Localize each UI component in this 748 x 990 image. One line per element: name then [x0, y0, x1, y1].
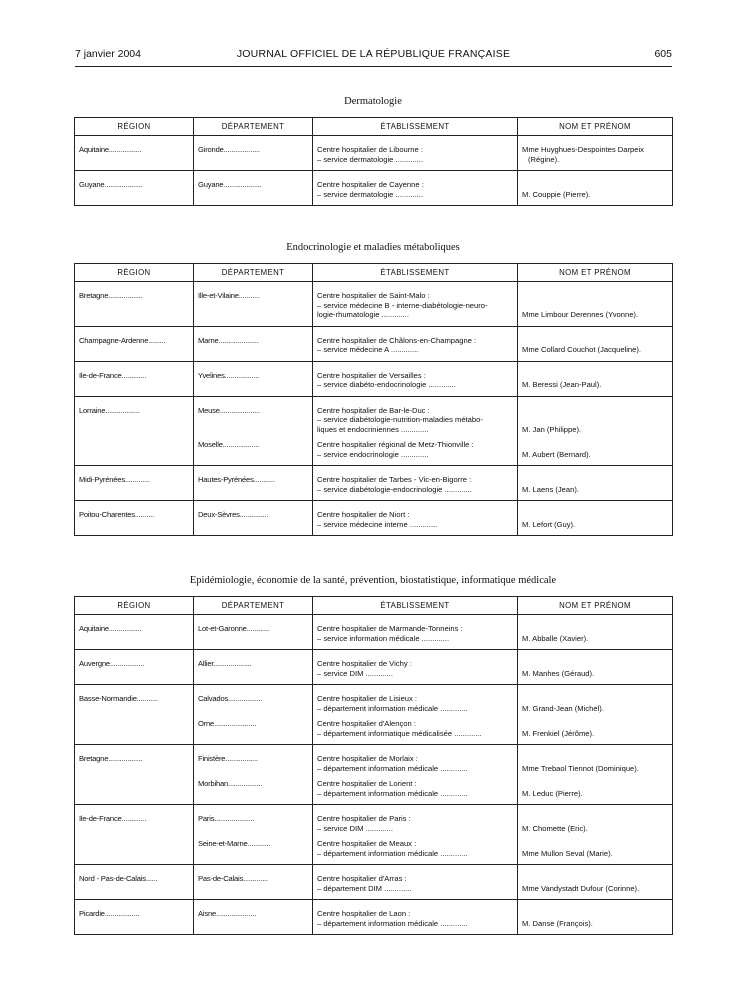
service-name: – service diabétologie-endocrinologie .............: [317, 484, 472, 494]
person-name-block: [522, 634, 588, 644]
person-name: M. Chomette (Eric).: [522, 823, 588, 833]
entry-department: [198, 659, 308, 678]
name-cell: [518, 171, 673, 206]
entry-person: [522, 909, 668, 928]
entry-establishment: [317, 694, 513, 719]
establishment-cell: [313, 326, 518, 361]
establishment-name: Centre hospitalier de Paris :: [317, 814, 411, 823]
department-cell: [194, 136, 313, 171]
entry-department: [198, 475, 308, 494]
name-cell: [518, 326, 673, 361]
region-name: Poitou-Charentes..........: [79, 510, 154, 519]
service-name: – département information médicale .............: [317, 703, 468, 713]
table-row: [75, 361, 673, 396]
entry-person: [522, 719, 668, 738]
department-cell: [194, 805, 313, 865]
entry-department: [198, 839, 308, 858]
establishment-name: Centre hospitalier de Châlons-en-Champagne :: [317, 335, 477, 345]
entry-department: [198, 624, 308, 643]
person-name-block: [522, 190, 590, 200]
entry-department: [198, 694, 308, 719]
service-name: – département information médicale .............: [317, 918, 468, 928]
table-header-row: [75, 118, 673, 136]
entry-department: [198, 909, 308, 928]
department-name: Seine-et-Marne............: [198, 839, 271, 848]
department-name: Allier....................: [198, 659, 252, 668]
entry-person: [522, 839, 668, 858]
region-name: Aquitaine.................: [79, 145, 142, 154]
establishment-cell: [313, 466, 518, 501]
entry-establishment: [317, 440, 513, 459]
entry-establishment: [317, 510, 513, 529]
department-cell: [194, 171, 313, 206]
table-header-row: [75, 264, 673, 282]
region-cell: [75, 805, 194, 865]
establishment-cell: [313, 136, 518, 171]
table-row: [75, 501, 673, 536]
establishment-cell: [313, 805, 518, 865]
service-name: – département informatique médicalisée .............: [317, 728, 482, 738]
entry-person: [522, 371, 668, 390]
establishment-name: Centre hospitalier d'Arras :: [317, 874, 407, 883]
establishment-cell: [313, 396, 518, 466]
page-number: 605: [654, 48, 672, 60]
service-name: – département information médicale .............: [317, 848, 468, 858]
department-cell: [194, 615, 313, 650]
column-header: ÉTABLISSEMENT: [313, 264, 518, 282]
region-name: Lorraine..................: [79, 405, 140, 415]
service-name: – service dermatologie .............: [317, 154, 423, 164]
section-table: [74, 117, 673, 206]
entry-establishment: [317, 624, 513, 643]
table-row: [75, 326, 673, 361]
establishment-name: Centre hospitalier régional de Metz-Thionville :: [317, 440, 474, 449]
establishment-cell: [313, 501, 518, 536]
table-row: [75, 685, 673, 745]
region-cell: [75, 171, 194, 206]
department-name: Lot-et-Garonne............: [198, 624, 270, 633]
department-name: Orne......................: [198, 719, 257, 728]
service-name: – service diabétologie-nutrition-maladies métabo-: [317, 415, 483, 424]
department-name: Hautes-Pyrénées...........: [198, 475, 275, 484]
entry-person: [522, 406, 668, 441]
column-header: DÉPARTEMENT: [194, 264, 313, 282]
entry-department: [198, 814, 308, 839]
department-name: Yvelines..................: [198, 370, 260, 380]
region-cell: [75, 685, 194, 745]
region-name: Ile-de-France.............: [79, 814, 147, 823]
entry-establishment: [317, 336, 513, 355]
column-header: ÉTABLISSEMENT: [313, 597, 518, 615]
entry-person: [522, 624, 668, 643]
person-name-block: [522, 145, 644, 164]
person-name: M. Beressi (Jean-Paul).: [522, 380, 602, 389]
region-cell: [75, 650, 194, 685]
region-cell: [75, 326, 194, 361]
person-name-block: [522, 380, 601, 390]
person-name-block: [522, 425, 581, 435]
service-name: – département information médicale .............: [317, 763, 468, 773]
department-cell: [194, 900, 313, 935]
person-name: Mme Mullon Seval (Marie).: [522, 848, 613, 858]
name-cell: [518, 685, 673, 745]
department-cell: [194, 466, 313, 501]
establishment-name: Centre hospitalier de Versailles :: [317, 370, 426, 380]
entry-person: [522, 814, 668, 839]
region-cell: [75, 501, 194, 536]
table-row: [75, 900, 673, 935]
department-cell: [194, 685, 313, 745]
entry-establishment: [317, 814, 513, 839]
column-header: RÉGION: [75, 118, 194, 136]
table-row: [75, 615, 673, 650]
department-name: Calvados..................: [198, 694, 263, 703]
establishment-name: Centre hospitalier de Morlaix :: [317, 754, 418, 763]
department-cell: [194, 745, 313, 805]
entry-department: [198, 291, 308, 320]
entry-establishment: [317, 291, 513, 320]
service-name: – service DIM .............: [317, 668, 393, 678]
region-cell: [75, 361, 194, 396]
service-name: – service endocrinologie .............: [317, 449, 429, 459]
department-name: Paris.....................: [198, 814, 255, 823]
service-name: – service diabéto-endocrinologie .............: [317, 380, 456, 389]
establishment-cell: [313, 282, 518, 327]
department-name: Marne.....................: [198, 335, 259, 345]
establishment-name: Centre hospitalier de Saint-Malo :: [317, 291, 430, 300]
entry-department: [198, 510, 308, 529]
name-cell: [518, 805, 673, 865]
entry-establishment: [317, 874, 513, 893]
service-name: liques et endocriniennes .............: [317, 424, 429, 434]
entry-department: [198, 874, 308, 893]
entry-person: [522, 659, 668, 678]
entry-establishment: [317, 839, 513, 858]
department-name: Gironde...................: [198, 145, 260, 154]
region-cell: [75, 136, 194, 171]
region-name: Picardie..................: [79, 909, 140, 918]
column-header: RÉGION: [75, 597, 194, 615]
name-cell: [518, 282, 673, 327]
entry-department: [198, 440, 308, 459]
service-name: – service information médicale .............: [317, 633, 450, 643]
entry-department: [198, 145, 308, 164]
entry-person: [522, 874, 668, 893]
name-cell: [518, 615, 673, 650]
person-name-block: [522, 884, 639, 894]
entry-establishment: [317, 180, 513, 199]
department-name: Pas-de-Calais.............: [198, 874, 268, 883]
department-name: Guyane....................: [198, 180, 262, 189]
person-name: M. Abballe (Xavier).: [522, 633, 589, 643]
service-name: logie-rhumatologie .............: [317, 310, 410, 319]
person-name: M. Grand-Jean (Michel).: [522, 703, 604, 713]
establishment-name: Centre hospitalier de Lisieux :: [317, 694, 418, 703]
person-name: Mme Trebaol Tiennot (Dominique).: [522, 763, 639, 773]
column-header: NOM ET PRÉNOM: [518, 264, 673, 282]
entry-person: [522, 475, 668, 494]
entry-person: [522, 336, 668, 355]
service-name: – service DIM .............: [317, 823, 393, 833]
entry-person: [522, 440, 668, 459]
establishment-name: Centre hospitalier de Lorient :: [317, 779, 417, 788]
region-name: Guyane....................: [79, 180, 143, 189]
person-name: (Régine).: [528, 154, 560, 164]
person-name: M. Leduc (Pierre).: [522, 788, 583, 798]
entry-person: [522, 754, 668, 779]
person-name-block: [522, 520, 575, 530]
person-name-block: [522, 669, 594, 679]
entry-establishment: [317, 779, 513, 798]
name-cell: [518, 396, 673, 466]
department-cell: [194, 865, 313, 900]
header-date: 7 janvier 2004: [75, 48, 141, 60]
establishment-name: Centre hospitalier de Bar-le-Duc :: [317, 405, 430, 415]
establishment-cell: [313, 685, 518, 745]
person-name: Mme Limbour Derennes (Yvonne).: [522, 310, 639, 319]
department-name: Morbihan..................: [198, 779, 263, 788]
person-name-block: [522, 310, 638, 320]
region-name: Nord - Pas-de-Calais......: [79, 874, 158, 883]
table-row: [75, 865, 673, 900]
establishment-cell: [313, 745, 518, 805]
department-name: Finistère.................: [198, 754, 258, 763]
region-cell: [75, 615, 194, 650]
person-name: Mme Vandystadt Dufour (Corinne).: [522, 883, 640, 893]
column-header: DÉPARTEMENT: [194, 597, 313, 615]
entry-department: [198, 371, 308, 390]
column-header: NOM ET PRÉNOM: [518, 597, 673, 615]
region-name: Midi-Pyrénées.............: [79, 475, 150, 484]
entry-person: [522, 291, 668, 320]
establishment-cell: [313, 865, 518, 900]
person-name: Mme Huyghues-Despointes Darpeix: [522, 145, 644, 154]
person-name-block: [522, 345, 641, 355]
section-table: [74, 596, 673, 935]
table-row: [75, 171, 673, 206]
entry-person: [522, 779, 668, 798]
establishment-cell: [313, 650, 518, 685]
name-cell: [518, 501, 673, 536]
establishment-name: Centre hospitalier de Tarbes - Vic-en-Bigorre :: [317, 475, 472, 484]
establishment-cell: [313, 171, 518, 206]
service-name: – service médecine A .............: [317, 345, 419, 354]
table-row: [75, 136, 673, 171]
service-name: – service médecine B - interne-diabétologie-neuro-: [317, 300, 488, 310]
table-row: [75, 650, 673, 685]
person-name: M. Laens (Jean).: [522, 484, 579, 494]
person-name: M. Couppie (Pierre).: [522, 189, 591, 199]
region-cell: [75, 865, 194, 900]
entry-department: [198, 406, 308, 441]
department-name: Aisne.....................: [198, 909, 257, 918]
region-name: Bretagne..................: [79, 754, 143, 763]
person-name-block: [522, 450, 591, 460]
entry-person: [522, 180, 668, 199]
department-name: Deux-Sèvres...............: [198, 510, 269, 519]
region-cell: [75, 745, 194, 805]
person-name-block: [522, 919, 593, 929]
name-cell: [518, 900, 673, 935]
establishment-name: Centre hospitalier de Vichy :: [317, 659, 412, 668]
person-name-block: [522, 824, 588, 834]
entry-department: [198, 336, 308, 355]
person-name: M. Danse (François).: [522, 918, 593, 928]
entry-department: [198, 719, 308, 738]
person-name: M. Aubert (Bernard).: [522, 449, 591, 459]
service-name: – service médecine interne .............: [317, 519, 438, 529]
person-name-block: [522, 789, 583, 799]
section-table: [74, 263, 673, 536]
region-name: Bretagne..................: [79, 291, 143, 300]
department-name: Meuse.....................: [198, 405, 260, 415]
department-cell: [194, 326, 313, 361]
service-name: – département DIM .............: [317, 883, 412, 893]
person-name-block: [522, 485, 579, 495]
region-cell: [75, 466, 194, 501]
name-cell: [518, 361, 673, 396]
entry-establishment: [317, 659, 513, 678]
column-header: ÉTABLISSEMENT: [313, 118, 518, 136]
name-cell: [518, 745, 673, 805]
section-title: Endocrinologie et maladies métaboliques: [286, 242, 460, 253]
department-cell: [194, 282, 313, 327]
entry-establishment: [317, 909, 513, 928]
column-header: NOM ET PRÉNOM: [518, 118, 673, 136]
table-row: [75, 805, 673, 865]
service-name: – service dermatologie .............: [317, 189, 423, 199]
person-name: M. Jan (Philippe).: [522, 424, 582, 434]
entry-department: [198, 180, 308, 199]
entry-establishment: [317, 719, 513, 738]
region-cell: [75, 396, 194, 466]
department-cell: [194, 501, 313, 536]
table-row: [75, 745, 673, 805]
establishment-name: Centre hospitalier d'Alençon :: [317, 719, 416, 728]
person-name-block: [522, 704, 604, 714]
establishment-name: Centre hospitalier de Laon :: [317, 909, 411, 918]
section-title: Dermatologie: [344, 96, 402, 107]
column-header: DÉPARTEMENT: [194, 118, 313, 136]
region-name: Champagne-Ardenne.........: [79, 335, 166, 345]
region-cell: [75, 282, 194, 327]
entry-establishment: [317, 145, 513, 164]
establishment-name: Centre hospitalier de Meaux :: [317, 839, 417, 848]
service-name: – département information médicale .............: [317, 788, 468, 798]
entry-establishment: [317, 754, 513, 779]
page-header: [75, 46, 672, 67]
department-cell: [194, 361, 313, 396]
section-title: Epidémiologie, économie de la santé, prévention, biostatistique, informatique médicale: [189, 575, 557, 586]
journal-title: JOURNAL OFFICIEL DE LA RÉPUBLIQUE FRANÇAISE: [236, 48, 511, 60]
table-header-row: [75, 597, 673, 615]
entry-person: [522, 145, 668, 164]
person-name: Mme Collard Couchot (Jacqueline).: [522, 345, 642, 354]
table-row: [75, 282, 673, 327]
person-name: M. Frenkiel (Jérôme).: [522, 728, 595, 738]
region-name: Auvergne..................: [79, 659, 145, 668]
entry-department: [198, 779, 308, 798]
person-name-block: [522, 764, 639, 774]
department-cell: [194, 396, 313, 466]
establishment-name: Centre hospitalier de Libourne :: [317, 145, 423, 154]
person-name-block: [522, 849, 613, 859]
establishment-cell: [313, 900, 518, 935]
entry-department: [198, 754, 308, 779]
establishment-cell: [313, 361, 518, 396]
name-cell: [518, 136, 673, 171]
establishment-name: Centre hospitalier de Cayenne :: [317, 180, 424, 189]
department-name: Ille-et-Vilaine...........: [198, 291, 260, 300]
name-cell: [518, 466, 673, 501]
region-name: Aquitaine.................: [79, 624, 142, 633]
table-row: [75, 466, 673, 501]
person-name: M. Manhes (Géraud).: [522, 668, 595, 678]
entry-establishment: [317, 475, 513, 494]
entry-person: [522, 510, 668, 529]
establishment-cell: [313, 615, 518, 650]
department-name: Moselle...................: [198, 440, 260, 449]
person-name-block: [522, 729, 594, 739]
entry-establishment: [317, 406, 513, 441]
name-cell: [518, 650, 673, 685]
entry-establishment: [317, 371, 513, 390]
entry-person: [522, 694, 668, 719]
establishment-name: Centre hospitalier de Marmande-Tonneins :: [317, 624, 463, 633]
name-cell: [518, 865, 673, 900]
column-header: RÉGION: [75, 264, 194, 282]
table-row: [75, 396, 673, 466]
region-cell: [75, 900, 194, 935]
region-name: Basse-Normandie...........: [79, 694, 158, 703]
department-cell: [194, 650, 313, 685]
person-name: M. Lefort (Guy).: [522, 519, 576, 529]
establishment-name: Centre hospitalier de Niort :: [317, 510, 410, 519]
region-name: Ile-de-France.............: [79, 370, 147, 380]
